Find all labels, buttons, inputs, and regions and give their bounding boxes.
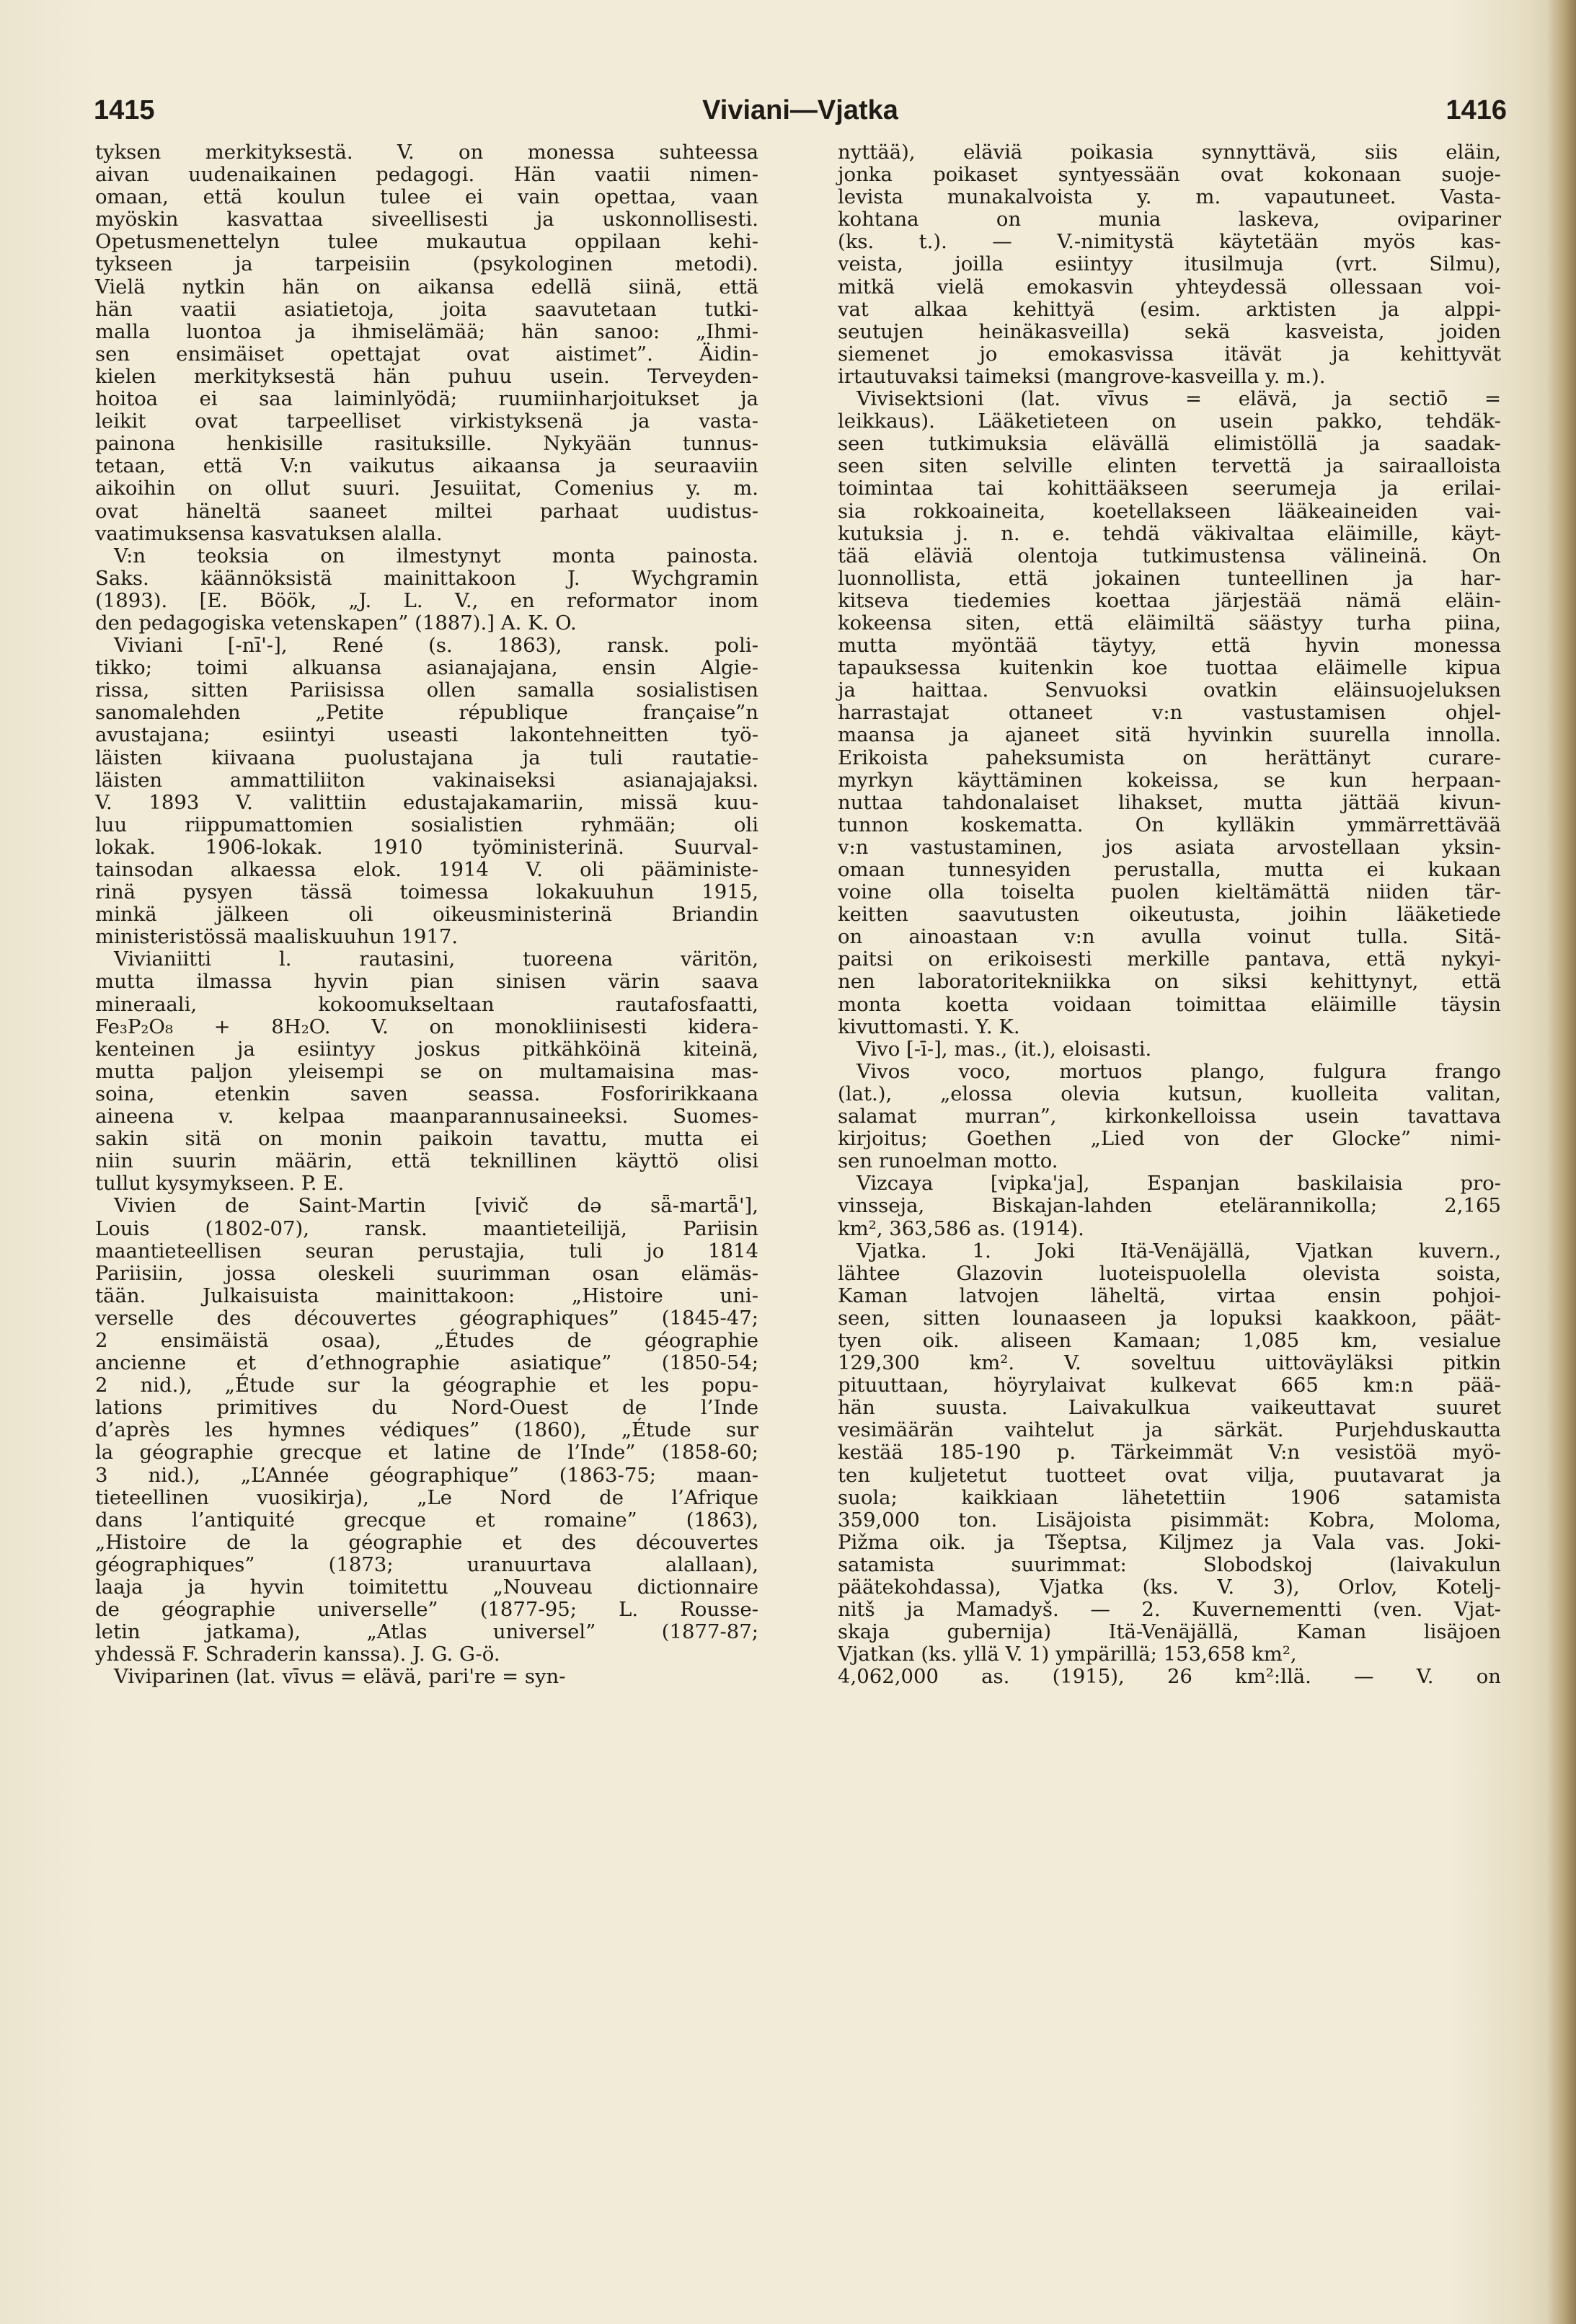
running-title: Viviani—Vjatka bbox=[702, 95, 898, 125]
text-line: la géographie grecque et latine de l’Inde” (1858-60; bbox=[95, 1441, 758, 1464]
text-line: seen tutkimuksia elävällä elimistöllä ja saadak- bbox=[838, 432, 1501, 456]
text-line: maansa ja ajaneet sitä hyvinkin suurella innolla. bbox=[838, 723, 1501, 747]
text-line: Pižma oik. ja Tšeptsa, Kiljmez ja Vala vas. Joki- bbox=[838, 1530, 1501, 1554]
text-line: Louis (1802-07), ransk. maantieteilijä, Pariisin bbox=[95, 1216, 758, 1240]
text-line: aivan uudenaikainen pedagogi. Hän vaatii nimen- bbox=[95, 163, 758, 187]
text-line: minkä jälkeen oli oikeusministerinä Briandin bbox=[95, 903, 758, 927]
text-line: hän suusta. Laivakulkua vaikeuttavat suuret bbox=[838, 1396, 1501, 1420]
text-line: tunnon koskematta. On kylläkin ymmärrettävää bbox=[838, 813, 1501, 836]
text-line: niin suurin määrin, että teknillinen käyttö olisi bbox=[95, 1149, 758, 1173]
text-line: 4,062,000 as. (1915), 26 km²:llä. — V. on bbox=[838, 1665, 1501, 1689]
text-line: luonnollista, että jokainen tunteellinen ja har- bbox=[838, 566, 1501, 590]
text-line: paitsi on erikoisesti merkille pantava, että nykyi- bbox=[838, 947, 1501, 971]
text-line: sanomalehden „Petite république française”n bbox=[95, 701, 758, 725]
text-line: irtautuvaksi taimeksi (mangrove-kasveilla y. m.). bbox=[838, 364, 1326, 388]
text-line: seutujen heinäkasveilla) sekä kasveista, joiden bbox=[838, 319, 1501, 343]
text-line: nen laboratoritekniikka on siksi kehittynyt, että bbox=[838, 970, 1501, 994]
text-line: ovat häneltä saaneet miltei parhaat uudistus- bbox=[95, 499, 758, 523]
text-line: luu riippumattomien sosialistien ryhmään; oli bbox=[95, 813, 758, 836]
text-line: päätekohdassa), Vjatka (ks. V. 3), Orlov, Kotelj- bbox=[838, 1576, 1501, 1599]
text-line: suola; kaikkiaan lähetettiin 1906 satamista bbox=[838, 1485, 1501, 1509]
text-line: 2 ensimäistä osaa), „Études de géographie bbox=[95, 1328, 758, 1352]
text-line: Vivos voco, mortuos plango, fulgura frango bbox=[856, 1059, 1501, 1083]
text-line: läisten ammattiliiton vakinaiseksi asianajajaksi. bbox=[95, 768, 758, 792]
text-line: tää eläviä olentoja tutkimustensa välineinä. On bbox=[838, 544, 1501, 567]
text-line: satamista suurimmat: Slobodskoj (laivakulun bbox=[838, 1552, 1501, 1576]
text-line: vesimäärän vaihtelut ja särkät. Purjehduskautta bbox=[838, 1418, 1501, 1442]
text-line: sen ensimäiset opettajat ovat aistimet”. Äidin- bbox=[95, 342, 758, 366]
text-line: dans l’antiquité grecque et romaine” (1863), bbox=[95, 1508, 758, 1532]
text-line: jonka poikaset syntyessään ovat kokonaan suoje- bbox=[838, 163, 1501, 187]
text-line: lations primitives du Nord-Ouest de l’Inde bbox=[95, 1396, 758, 1420]
text-line: mutta ilmassa hyvin pian sinisen värin saava bbox=[95, 970, 758, 994]
text-line: kivuttomasti. Y. K. bbox=[838, 1015, 1020, 1038]
text-line: nuttaa tahdonalaiset lihakset, mutta jättää kivun- bbox=[838, 790, 1501, 814]
text-line: Kaman latvojen läheltä, virtaa ensin pohjoi- bbox=[838, 1283, 1501, 1307]
text-line: 2 nid.), „Étude sur la géographie et les popu- bbox=[95, 1374, 758, 1397]
page-number-right: 1416 bbox=[1446, 95, 1507, 125]
text-line: kohtana on munia laskeva, ovipariner bbox=[838, 208, 1501, 231]
text-line: pituuttaan, höyrylaivat kulkevat 665 km:n pää- bbox=[838, 1374, 1501, 1397]
text-line: tetaan, että V:n vaikutus aikaansa ja seuraaviin bbox=[95, 454, 758, 478]
text-line: kielen merkityksestä hän puhuu usein. Terveyden- bbox=[95, 364, 758, 388]
text-line: v:n vastustaminen, jos asiata arvostellaan yksin- bbox=[838, 835, 1501, 859]
text-line: nyttää), eläviä poikasia synnyttävä, siis eläin, bbox=[838, 141, 1501, 164]
text-line: harrastajat ottaneet v:n vastustamisen ohjel- bbox=[838, 701, 1501, 725]
text-line: levista munakalvoista y. m. vapautuneet. Vasta- bbox=[838, 185, 1501, 209]
text-line: (lat.), „elossa olevia kutsun, kuolleita valitan, bbox=[838, 1082, 1501, 1105]
page-header bbox=[94, 95, 1507, 138]
text-line: 3 nid.), „L’Année géographique” (1863-75; maan- bbox=[95, 1463, 758, 1487]
text-line: rissa, sitten Pariisissa ollen samalla sosialistisen bbox=[95, 679, 758, 702]
text-line: den pedagogiska vetenskapen” (1887).] A. K. O. bbox=[95, 611, 577, 635]
text-line: (ks. t.). — V.-nimitystä käytetään myös kas- bbox=[838, 230, 1501, 254]
text-line: leikkaus). Lääketieteen on usein pakko, tehdäk- bbox=[838, 410, 1501, 433]
text-line: skaja gubernija) Itä-Venäjällä, Kaman lisäjoen bbox=[838, 1620, 1501, 1644]
text-line: km², 363,586 as. (1914). bbox=[838, 1216, 1084, 1240]
text-line: kestää 185-190 p. Tärkeimmät V:n vesistöä myö- bbox=[838, 1441, 1501, 1464]
text-line: vinsseja, Biskajan-lahden etelärannikolla; 2,165 bbox=[838, 1194, 1501, 1218]
text-line: letin jatkama), „Atlas universel” (1877-87; bbox=[95, 1620, 758, 1644]
text-line: soina, etenkin saven seassa. Fosforirikkaana bbox=[95, 1082, 758, 1105]
text-line: leikit ovat tarpeelliset virkistyksenä ja vasta- bbox=[95, 410, 758, 433]
text-line: vaatimuksensa kasvatuksen alalla. bbox=[95, 521, 443, 545]
text-line: géographiques” (1873; uranuurtava alallaan), bbox=[95, 1552, 758, 1576]
text-line: kutuksia j. n. e. tehdä väkivaltaa eläimille, käyt- bbox=[838, 521, 1501, 545]
text-line: Vjatkan (ks. yllä V. 1) ympärillä; 153,658 km², bbox=[838, 1643, 1297, 1666]
text-line: myrkyn käyttäminen kokeissa, se kun herpaan- bbox=[838, 768, 1501, 792]
text-line: veista, joilla esiintyy itusilmuja (vrt. Silmu), bbox=[838, 252, 1501, 276]
text-line: d’après les hymnes védiques” (1860), „Étude sur bbox=[95, 1418, 758, 1442]
text-line: tainsodan alkaessa elok. 1914 V. oli pääministe- bbox=[95, 858, 758, 881]
text-line: Fe₃P₂O₈ + 8H₂O. V. on monokliinisesti kidera- bbox=[95, 1015, 758, 1038]
page-number-left: 1415 bbox=[94, 95, 155, 125]
text-line: kenteinen ja esiintyy joskus pitkähköinä kiteinä, bbox=[95, 1037, 758, 1061]
text-line: 359,000 ton. Lisäjoista pisimmät: Kobra, Moloma, bbox=[838, 1508, 1501, 1532]
text-line: sia rokkoaineita, koetellakseen lääkeaineiden vai- bbox=[838, 499, 1501, 523]
text-line: kokeensa siten, että eläimiltä säästyy turha piina, bbox=[838, 611, 1501, 635]
text-line: yhdessä F. Schraderin kanssa). J. G. G-ö. bbox=[95, 1643, 500, 1666]
text-line: nitš ja Mamadyš. — 2. Kuvernementti (ven. Vjat- bbox=[838, 1598, 1501, 1622]
text-line: tykseen ja tarpeisiin (psykologinen metodi). bbox=[95, 252, 758, 276]
text-line: „Histoire de la géographie et des découvertes bbox=[95, 1530, 758, 1554]
text-line: mitkä vielä emokasvin yhteydessä ollessaan voi- bbox=[838, 275, 1501, 299]
text-line: tään. Julkaisuista mainittakoon: „Histoire uni- bbox=[95, 1283, 758, 1307]
text-line: V. 1893 V. valittiin edustajakamariin, missä kuu- bbox=[95, 790, 758, 814]
text-line: Vjatka. 1. Joki Itä-Venäjällä, Vjatkan kuvern., bbox=[856, 1239, 1501, 1263]
text-line: ja haittaa. Senvuoksi ovatkin eläinsuojeluksen bbox=[838, 679, 1501, 702]
text-line: on ainoastaan v:n avulla voinut tulla. Sitä- bbox=[838, 925, 1501, 949]
text-line: painona henkisille rasituksille. Nykyään tunnus- bbox=[95, 432, 758, 456]
text-line: lähtee Glazovin luoteispuolella olevista soista, bbox=[838, 1261, 1501, 1285]
text-line: Vivien de Saint-Martin [vivič də sǟ-martǟ'], bbox=[114, 1194, 758, 1218]
text-line: tullut kysymykseen. P. E. bbox=[95, 1172, 345, 1196]
left-column bbox=[95, 141, 758, 1688]
text-line: aineena v. kelpaa maanparannusaineeksi. Suomes- bbox=[95, 1105, 758, 1128]
page-edge-shadow bbox=[1547, 0, 1576, 2324]
text-line: sen runoelman motto. bbox=[838, 1149, 1058, 1173]
text-line: V:n teoksia on ilmestynyt monta painosta. bbox=[114, 544, 758, 567]
text-line: läisten kiivaana puolustajana ja tuli rautatie- bbox=[95, 746, 758, 769]
text-line: tieteellinen vuosikirja), „Le Nord de l’Afrique bbox=[95, 1485, 758, 1509]
text-line: toimintaa tai kohittääkseen seerumeja ja erilai- bbox=[838, 477, 1501, 500]
text-line: vat alkaa kehittyä (esim. arktisten ja alppi- bbox=[838, 297, 1501, 321]
text-line: tikko; toimi alkuansa asianajajana, ensin Algie- bbox=[95, 656, 758, 680]
text-line: Pariisiin, jossa oleskeli suurimman osan elämäs- bbox=[95, 1261, 758, 1285]
text-line: Opetusmenettelyn tulee mukautua oppilaan kehi- bbox=[95, 230, 758, 254]
text-line: Vivianiitti l. rautasini, tuoreena väritön, bbox=[114, 947, 758, 971]
text-line: Vivisektsioni (lat. vīvus = elävä, ja sectiō = bbox=[856, 387, 1501, 411]
text-line: ancienne et d’ethnographie asiatique” (1850-54; bbox=[95, 1351, 758, 1375]
text-line: malla luontoa ja ihmiselämää; hän sanoo: „Ihmi- bbox=[95, 319, 758, 343]
text-line: siemenet jo emokasvissa itävät ja kehittyvät bbox=[838, 342, 1501, 366]
text-line: keitten saavutusten oikeutusta, joihin lääketiede bbox=[838, 903, 1501, 927]
text-line: de géographie universelle” (1877-95; L. Rousse- bbox=[95, 1598, 758, 1622]
text-line: omaan tunnesyiden perustalla, mutta ei kukaan bbox=[838, 858, 1501, 881]
text-line: mutta paljon yleisempi se on multamaisina mas- bbox=[95, 1059, 758, 1083]
text-line: tyksen merkityksestä. V. on monessa suhteessa bbox=[95, 141, 758, 164]
text-line: kitseva tiedemies koettaa järjestää nämä eläin- bbox=[838, 588, 1501, 612]
text-line: mineraali, kokoomukseltaan rautafosfaatti, bbox=[95, 992, 758, 1016]
text-line: sakin sitä on monin paikoin tavattu, mutta ei bbox=[95, 1127, 758, 1151]
text-line: omaan, että koulun tulee ei vain opettaa, vaan bbox=[95, 185, 758, 209]
text-line: maantieteellisen seuran perustajia, tuli jo 1814 bbox=[95, 1239, 758, 1263]
text-line: kirjoitus; Goethen „Lied von der Glocke” nimi- bbox=[838, 1127, 1501, 1151]
text-line: Viviparinen (lat. vīvus = elävä, pari're = syn- bbox=[114, 1665, 566, 1689]
text-line: seen siten selville elinten tervettä ja sairaalloista bbox=[838, 454, 1501, 478]
text-line: monta koetta voidaan toimittaa eläimille täysin bbox=[838, 992, 1501, 1016]
text-line: ten kuljetetut tuotteet ovat vilja, puutavarat ja bbox=[838, 1463, 1501, 1487]
text-line: laaja ja hyvin toimitettu „Nouveau dictionnaire bbox=[95, 1576, 758, 1599]
text-line: tapauksessa kuitenkin koe tuottaa eläimelle kipua bbox=[838, 656, 1501, 680]
text-line: myöskin kasvattaa siveellisesti ja uskonnollisesti. bbox=[95, 208, 758, 231]
text-line: avustajana; esiintyi useasti lakontehneitten työ- bbox=[95, 723, 758, 747]
text-line: voine olla toiselta puolen kieltämättä niiden tär- bbox=[838, 880, 1501, 904]
text-line: Vizcaya [vipka'ja], Espanjan baskilaisia pro- bbox=[856, 1172, 1501, 1196]
text-line: salamat murran”, kirkonkelloissa usein tavattava bbox=[838, 1105, 1501, 1128]
right-column bbox=[838, 141, 1501, 1688]
text-line: rinä pysyen tässä toimessa lokakuuhun 1915, bbox=[95, 880, 758, 904]
text-line: Vielä nytkin hän on aikansa edellä siinä, että bbox=[95, 275, 758, 299]
text-line: Vivo [-ī-], mas., (it.), eloisasti. bbox=[856, 1037, 1152, 1061]
text-line: Viviani [-nī'-], René (s. 1863), ransk. poli- bbox=[114, 634, 758, 658]
text-line: lokak. 1906-lokak. 1910 työministerinä. Suurval- bbox=[95, 835, 758, 859]
text-line: tyen oik. aliseen Kamaan; 1,085 km, vesialue bbox=[838, 1328, 1501, 1352]
text-line: hän vaatii asiatietoja, joita saavutetaan tutki- bbox=[95, 297, 758, 321]
text-line: Erikoista paheksumista on herättänyt curare- bbox=[838, 746, 1501, 769]
text-line: aikoihin on ollut suuri. Jesuiitat, Comenius y. m. bbox=[95, 477, 758, 500]
text-line: verselle des découvertes géographiques” (1845-47; bbox=[95, 1306, 758, 1330]
text-line: (1893). [E. Böök, „J. L. V., en reformator inom bbox=[95, 588, 758, 612]
text-line: mutta myöntää täytyy, että hyvin monessa bbox=[838, 634, 1501, 658]
text-line: 129,300 km². V. soveltuu uittoväyläksi pitkin bbox=[838, 1351, 1501, 1375]
text-line: seen, sitten lounaaseen ja lopuksi kaakkoon, päät- bbox=[838, 1306, 1501, 1330]
text-line: ministeristössä maaliskuuhun 1917. bbox=[95, 925, 459, 949]
text-line: Saks. käännöksistä mainittakoon J. Wychgramin bbox=[95, 566, 758, 590]
text-line: hoitoa ei saa laiminlyödä; ruumiinharjoitukset ja bbox=[95, 387, 758, 411]
